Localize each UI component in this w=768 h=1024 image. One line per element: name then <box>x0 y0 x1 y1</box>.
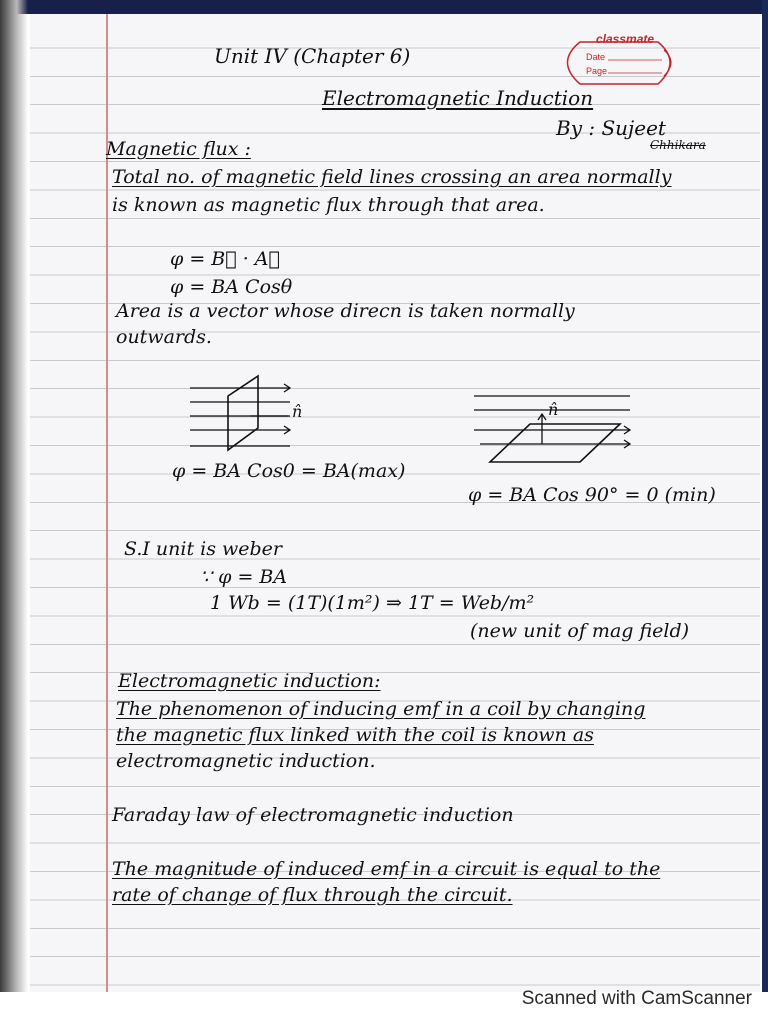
classmate-stamp <box>550 32 690 92</box>
date-label: Date <box>586 52 606 62</box>
author-byline: By : Sujeet <box>556 116 666 140</box>
figure-flux-minimum <box>460 384 640 474</box>
notebook-top-edge <box>0 0 768 14</box>
margin-line <box>106 14 108 992</box>
area-vector-line-1: Area is a vector whose direcn is taken normally <box>116 300 575 322</box>
emi-definition-line-1: The phenomenon of inducing emf in a coil by changing <box>116 698 646 720</box>
page-label: Page <box>586 66 608 76</box>
flux-heading: Magnetic flux : <box>106 138 251 160</box>
si-since-flux: ∵ φ = BA <box>200 566 288 588</box>
camscanner-watermark: Scanned with CamScanner <box>521 988 752 1009</box>
faraday-statement-line-1: The magnitude of induced emf in a circuit is equal to the <box>112 858 661 880</box>
si-unit-line: S.I unit is weber <box>124 538 283 560</box>
binding-shadow <box>0 0 28 1000</box>
faraday-heading: Faraday law of electromagnetic induction <box>112 804 514 826</box>
figure-1-unit-vector: n̂ <box>292 402 303 421</box>
author-surname: Chhikara <box>650 138 706 152</box>
flux-definition-line-2: is known as magnetic flux through that area. <box>112 194 545 216</box>
area-vector-line-2: outwards. <box>116 326 212 348</box>
classmate-brand: classmate <box>596 32 655 46</box>
flux-equation-vector: φ = B⃗ · A⃗ <box>170 248 280 270</box>
figure-2-unit-vector: n̂ <box>548 400 559 419</box>
emi-heading: Electromagnetic induction: <box>118 670 381 692</box>
page-title: Electromagnetic Induction <box>322 86 594 110</box>
figure-1-caption: φ = BA Cos0 = BA(max) <box>172 460 406 482</box>
notebook-right-edge <box>762 0 768 1000</box>
faraday-statement-line-2: rate of change of flux through the circuit. <box>112 884 513 906</box>
emi-definition-line-2: the magnetic flux linked with the coil is known as <box>116 724 594 746</box>
unit-heading: Unit IV (Chapter 6) <box>214 44 411 68</box>
figure-2-caption: φ = BA Cos 90° = 0 (min) <box>468 484 716 506</box>
flux-equation-cos: φ = BA Cosθ <box>170 276 293 298</box>
weber-tesla-relation: 1 Wb = (1T)(1m²) ⇒ 1T = Web/m² <box>210 592 535 614</box>
emi-definition-line-3: electromagnetic induction. <box>116 750 376 772</box>
tesla-note: (new unit of mag field) <box>470 620 690 642</box>
flux-definition-line-1: Total no. of magnetic field lines crossing an area normally <box>112 166 672 188</box>
